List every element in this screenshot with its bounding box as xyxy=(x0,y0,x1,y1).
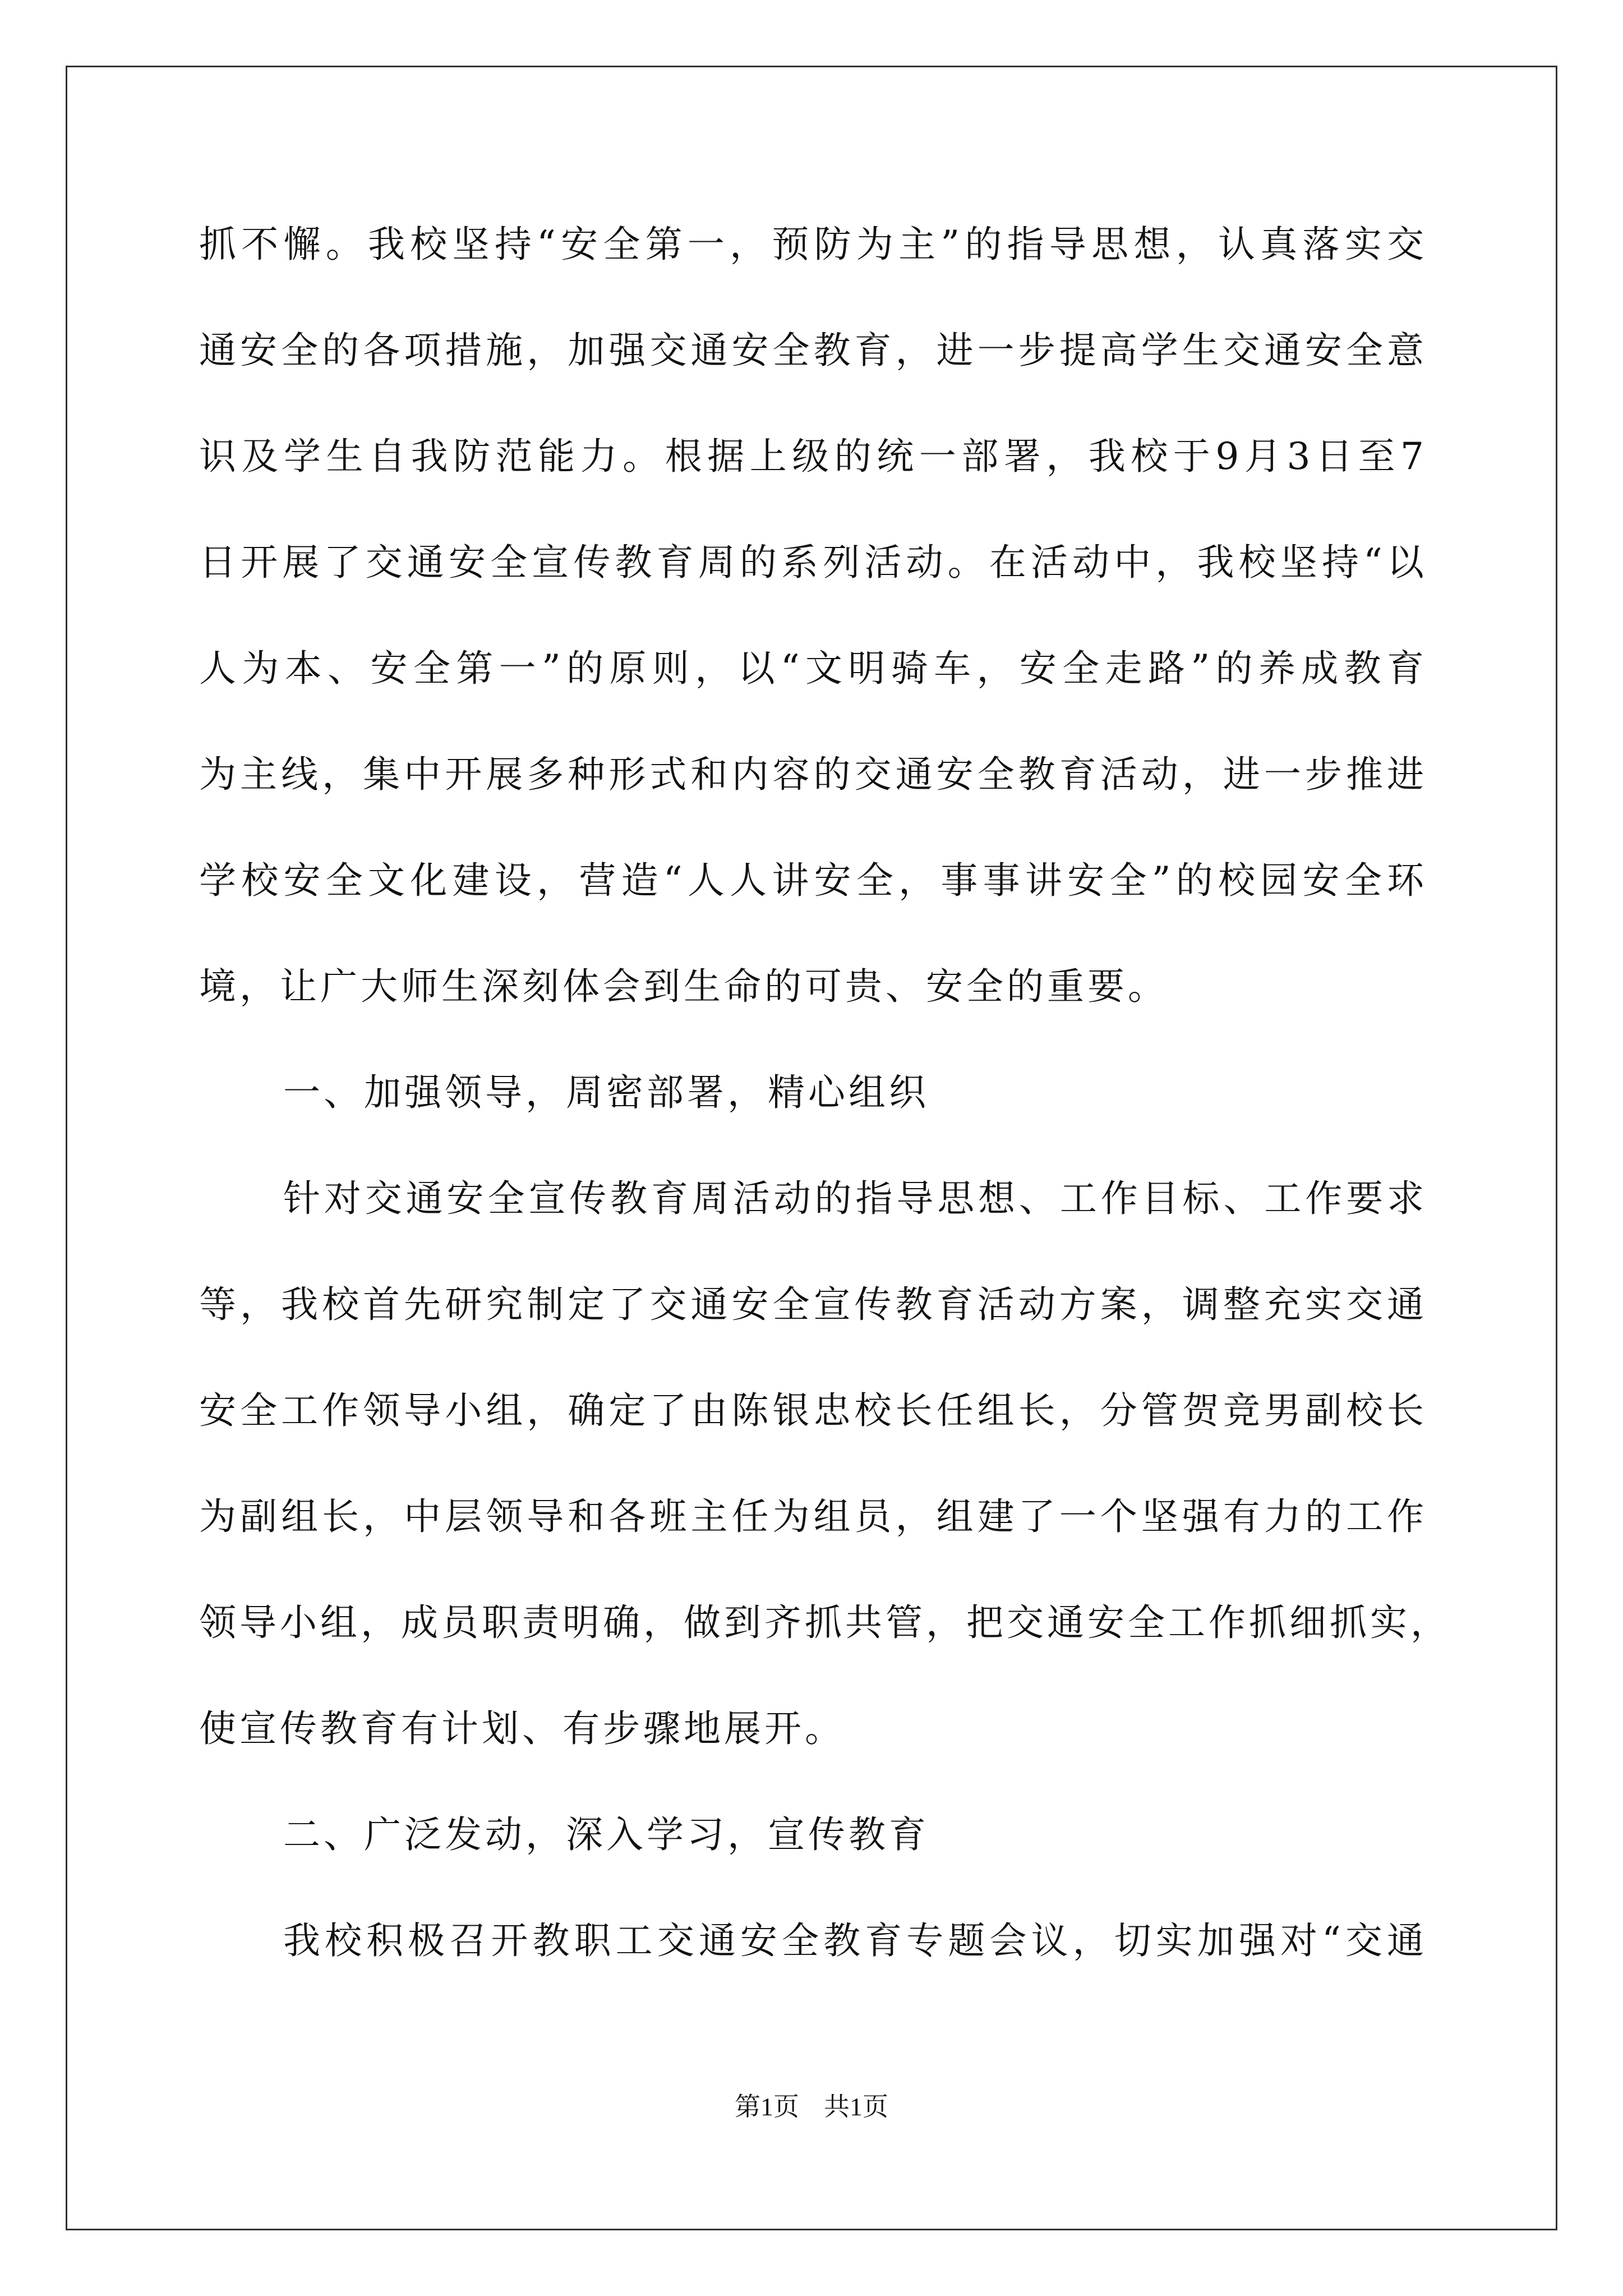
text-line: 通安全的各项措施，加强交通安全教育，进一步提高学生交通安全意 xyxy=(199,329,1427,372)
text-line: 安全工作领导小组，确定了由陈银忠校长任组长，分管贺竞男副校长 xyxy=(199,1389,1427,1432)
text-line: 为副组长，中层领导和各班主任为组员，组建了一个坚强有力的工作 xyxy=(199,1495,1427,1538)
text-line: 等，我校首先研究制定了交通安全宣传教育活动方案，调整充实交通 xyxy=(199,1283,1427,1326)
text-line: 使宣传教育有计划、有步骤地展开。 xyxy=(199,1707,845,1750)
text-line: 抓不懈。我校坚持“安全第一，预防为主”的指导思想，认真落实交 xyxy=(199,223,1427,266)
document-body xyxy=(199,218,1451,2020)
text-line: 为主线，集中开展多种形式和内容的交通安全教育活动，进一步推进 xyxy=(199,753,1427,796)
text-line: 人为本、安全第一”的原则，以“文明骑车，安全走路”的养成教育 xyxy=(199,647,1427,690)
text-line: 境，让广大师生深刻体会到生命的可贵、安全的重要。 xyxy=(199,965,1168,1008)
text-line: 针对交通安全宣传教育周活动的指导思想、工作目标、工作要求 xyxy=(283,1177,1427,1220)
section-heading: 一、加强领导，周密部署，精心组织 xyxy=(283,1071,929,1114)
section-heading: 二、广泛发动，深入学习，宣传教育 xyxy=(283,1813,929,1856)
page-total: 共1页 xyxy=(824,2092,888,2121)
text-line: 日开展了交通安全宣传教育周的系列活动。在活动中，我校坚持“以 xyxy=(199,541,1427,584)
page-footer xyxy=(0,2090,1623,2124)
text-line: 领导小组，成员职责明确，做到齐抓共管，把交通安全工作抓细抓实， xyxy=(199,1601,1451,1644)
text-line: 识及学生自我防范能力。根据上级的统一部署，我校于9月3日至7 xyxy=(199,435,1427,478)
text-line: 我校积极召开教职工交通安全教育专题会议，切实加强对“交通 xyxy=(283,1919,1427,1962)
page-number: 第1页 xyxy=(735,2092,799,2121)
text-line: 学校安全文化建设，营造“人人讲安全，事事讲安全”的校园安全环 xyxy=(199,859,1427,902)
